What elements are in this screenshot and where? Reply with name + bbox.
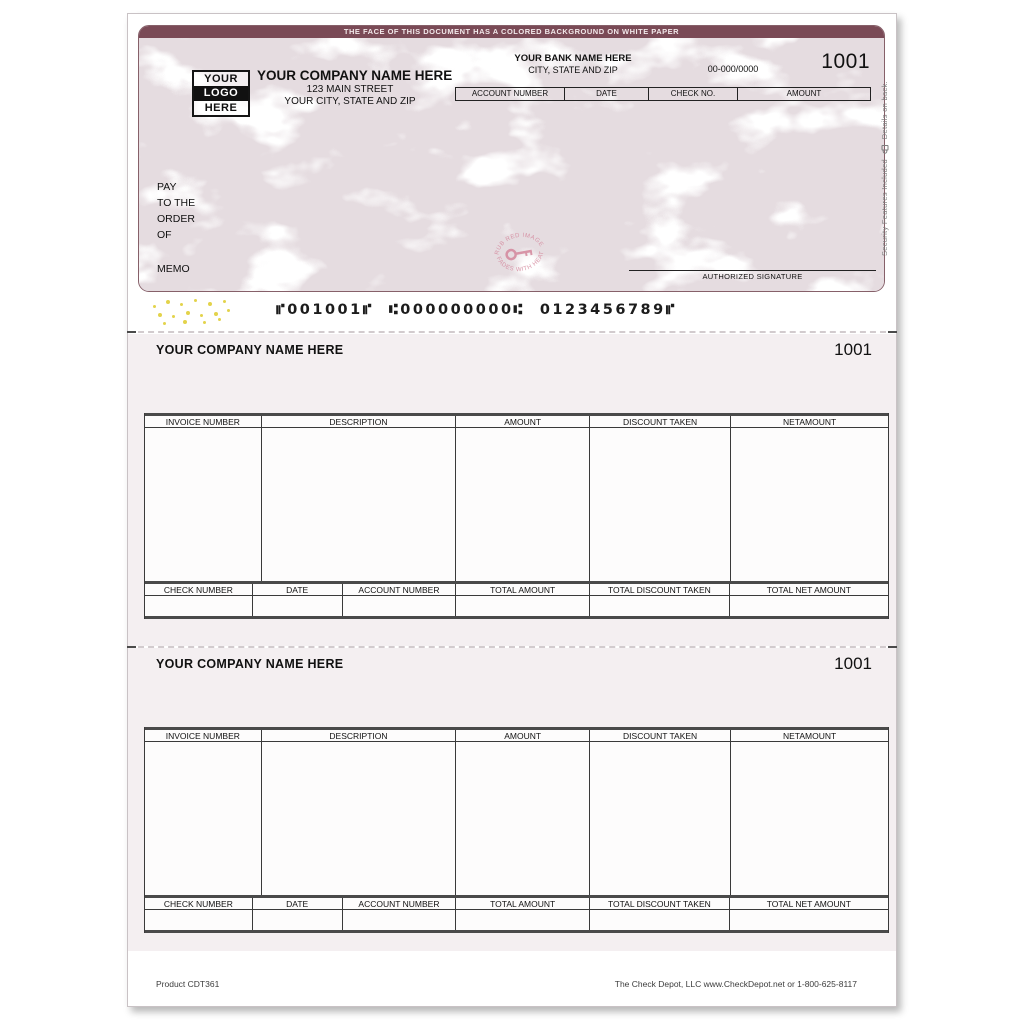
col-date: DATE [253, 584, 343, 595]
vendor-contact-info: The Check Depot, LLC www.CheckDepot.net or 1-800-625-8117 [614, 979, 857, 989]
header-date: DATE [564, 87, 649, 101]
col-net-amount: NETAMOUNT [782, 417, 837, 427]
check-number: 1001 [821, 50, 870, 73]
authorized-signature-label: AUTHORIZED SIGNATURE [702, 272, 803, 281]
details-on-back-label: Details on back. [880, 81, 889, 140]
col-amount: AMOUNT [456, 730, 590, 741]
stub-company-name: YOUR COMPANY NAME HERE [156, 343, 344, 357]
bank-city-state: CITY, STATE AND ZIP [528, 65, 618, 75]
col-total-amount: TOTAL AMOUNT [456, 898, 590, 909]
company-logo-placeholder [192, 70, 250, 117]
header-check-no: CHECK NO. [648, 87, 738, 101]
header-amount: AMOUNT [737, 87, 871, 101]
signature-line[interactable] [629, 270, 876, 281]
perforation-line [128, 331, 896, 333]
remittance-stub-bottom [128, 648, 896, 951]
col-account-number: ACCOUNT NUMBER [343, 584, 457, 595]
totals-cell[interactable] [730, 596, 888, 616]
col-description: DESCRIPTION [262, 416, 457, 427]
totals-cell[interactable] [343, 596, 457, 616]
col-total-discount-taken: TOTAL DISCOUNT TAKEN [590, 584, 730, 595]
totals-cell[interactable] [343, 910, 457, 930]
pay-line-4: OF [157, 229, 172, 241]
invoice-header-row [145, 413, 888, 428]
svg-text:FADES WITH HEAT: FADES WITH HEAT [494, 250, 546, 274]
company-address-block [257, 68, 453, 107]
invoice-table [144, 413, 889, 619]
totals-cell[interactable] [253, 910, 343, 930]
check-detail-header-row [455, 87, 873, 101]
routing-fraction: 00-000/0000 [707, 64, 759, 74]
invoice-cell[interactable] [262, 742, 457, 895]
totals-cell[interactable] [253, 596, 343, 616]
invoice-cell[interactable] [456, 742, 590, 895]
stub-check-number: 1001 [834, 340, 872, 359]
col-check-number: CHECK NUMBER [145, 584, 253, 595]
check-region [138, 25, 885, 292]
header-account-number: ACCOUNT NUMBER [455, 87, 565, 101]
stub-company-name: YOUR COMPANY NAME HERE [156, 657, 344, 671]
company-city-state: YOUR CITY, STATE AND ZIP [284, 96, 416, 107]
logo-line-3: HERE [204, 101, 238, 114]
invoice-cell[interactable] [145, 428, 262, 581]
company-name: YOUR COMPANY NAME HERE [257, 68, 453, 83]
col-total-net-amount: TOTAL NET AMOUNT [766, 585, 851, 595]
invoice-cell[interactable] [262, 428, 457, 581]
logo-line-1: YOUR [204, 73, 238, 85]
company-street: 123 MAIN STREET [306, 84, 394, 95]
micr-line: ⑈001001⑈ ⑆000000000⑆ 0123456789⑈ [276, 302, 677, 318]
invoice-cell[interactable] [145, 742, 262, 895]
colored-background-banner: THE FACE OF THIS DOCUMENT HAS A COLORED BACKGROUND ON WHITE PAPER [139, 26, 884, 38]
padlock-icon [881, 145, 889, 154]
bank-block [511, 53, 635, 75]
col-amount: AMOUNT [456, 416, 590, 427]
invoice-table [144, 727, 889, 933]
col-discount-taken: DISCOUNT TAKEN [590, 416, 731, 427]
stub-check-number: 1001 [834, 654, 872, 673]
invoice-cell[interactable] [731, 428, 888, 581]
totals-header-row [145, 895, 888, 910]
totals-cell[interactable] [730, 910, 888, 930]
totals-header-row [145, 581, 888, 596]
product-code: Product CDT361 [156, 979, 220, 989]
pay-to-the-order-of-label[interactable] [157, 179, 195, 243]
col-check-number: CHECK NUMBER [145, 898, 253, 909]
col-discount-taken: DISCOUNT TAKEN [590, 730, 731, 741]
pay-line-2: TO THE [157, 197, 196, 209]
col-net-amount: NETAMOUNT [782, 731, 837, 741]
totals-cell[interactable] [456, 596, 590, 616]
invoice-cell[interactable] [456, 428, 590, 581]
invoice-cell[interactable] [590, 428, 731, 581]
memo-label[interactable]: MEMO [157, 263, 190, 275]
totals-cell[interactable] [456, 910, 590, 930]
totals-cell[interactable] [145, 596, 253, 616]
col-total-net-amount: TOTAL NET AMOUNT [766, 899, 851, 909]
invoice-body-row [145, 428, 888, 581]
col-total-discount-taken: TOTAL DISCOUNT TAKEN [590, 898, 730, 909]
bank-name: YOUR BANK NAME HERE [514, 53, 632, 64]
col-account-number: ACCOUNT NUMBER [343, 898, 457, 909]
invoice-cell[interactable] [590, 742, 731, 895]
totals-cell[interactable] [590, 910, 730, 930]
totals-body-row [145, 910, 888, 933]
heat-sensitive-seal-icon [487, 223, 553, 282]
totals-body-row [145, 596, 888, 619]
invoice-cell[interactable] [731, 742, 888, 895]
remittance-stub-top [128, 334, 896, 646]
invoice-header-row [145, 727, 888, 742]
invoice-body-row [145, 742, 888, 895]
logo-line-2: LOGO [194, 86, 248, 100]
col-date: DATE [253, 898, 343, 909]
col-invoice-number: INVOICE NUMBER [145, 416, 262, 427]
check-form-document [127, 13, 897, 1007]
col-invoice-number: INVOICE NUMBER [145, 730, 262, 741]
totals-cell[interactable] [590, 596, 730, 616]
col-description: DESCRIPTION [262, 730, 457, 741]
totals-cell[interactable] [145, 910, 253, 930]
pay-line-3: ORDER [157, 213, 195, 225]
security-features-label: Security Features Included [880, 159, 889, 257]
col-total-amount: TOTAL AMOUNT [456, 584, 590, 595]
security-features-side-text [880, 44, 897, 294]
svg-text:RUB RED IMAGE: RUB RED IMAGE [494, 232, 545, 256]
pay-line-1: PAY [157, 181, 177, 193]
